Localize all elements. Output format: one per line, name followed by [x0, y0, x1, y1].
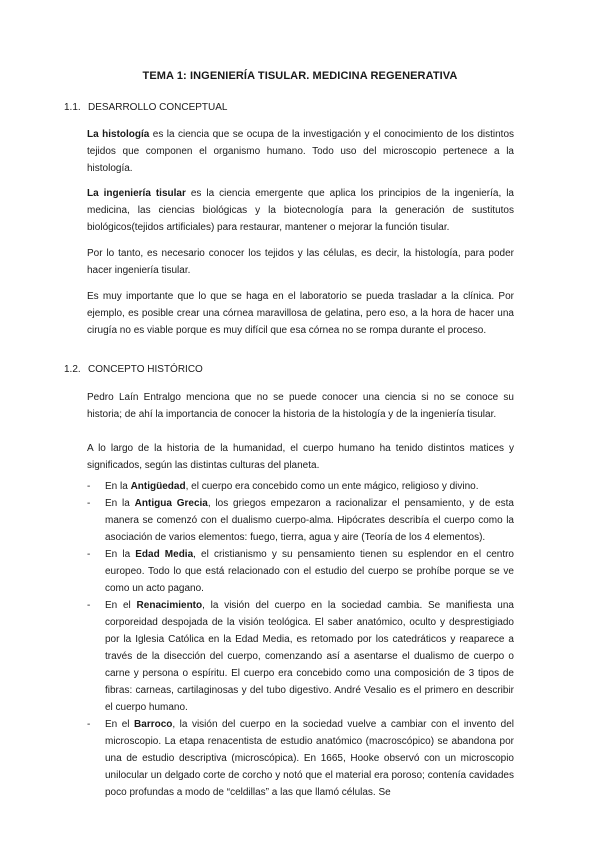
- section-number: 1.1.: [64, 102, 81, 113]
- list-dash: -: [87, 549, 91, 560]
- section-label: CONCEPTO HISTÓRICO: [88, 364, 203, 375]
- paragraph-lain-entralgo: Pedro Laín Entralgo menciona que no se puede conocer una ciencia si no se conoce su historia; de ahí la importancia de conocer la historia de la histología y de la ingeniería tisular.: [87, 392, 514, 420]
- section-heading-1: [64, 102, 227, 113]
- list-item-text: , el cuerpo era concebido como un ente mágico, religioso y divino.: [185, 481, 479, 492]
- list-item-prefix: En la: [105, 549, 136, 560]
- list-item-text: , el cristianismo y su pensamiento tienen su esplendor en el centro europeo. Todo lo que está relacionado con el estudio del cuerpo se prohíbe porque se ve como un acto pagano.: [105, 549, 514, 594]
- list-item-prefix: En el: [105, 719, 135, 730]
- list-item-term: Edad Media: [135, 549, 194, 560]
- paragraph-histologia: [87, 126, 514, 177]
- section-label: DESARROLLO CONCEPTUAL: [88, 102, 228, 113]
- paragraph-historia-humanidad: A lo largo de la historia de la humanidad, el cuerpo humano ha tenido distintos matices y significados, según las distintas culturas del planeta.: [87, 443, 514, 471]
- list-item-text: , la visión del cuerpo en la sociedad vuelve a cambiar con el invento del microscopio. La etapa renacentista de estudio anatómico (macroscópico) se abandona por una de estudio descriptiva (microscópica). En 1665, Hooke observó con un microscopio unilocular un delgado corte de corcho y notó que el material era poroso; contenía cavidades poco profundas a modo de “celdillas” a las que llamó células. Se: [105, 719, 514, 798]
- paragraph-text: es la ciencia que se ocupa de la investigación y el conocimiento de los distintos tejidos que componen el organismo humano. Todo uso del microscopio pertenece a la histología.: [87, 129, 515, 174]
- paragraph-ingenieria-tisular: [87, 185, 514, 236]
- list-dash: -: [87, 719, 91, 730]
- list-item-prefix: En la: [105, 498, 135, 509]
- list-item-term: Antigua Grecia: [134, 498, 208, 509]
- term-histologia: La histología: [87, 129, 150, 140]
- list-item-prefix: En la: [105, 481, 131, 492]
- list-dash: -: [87, 481, 91, 492]
- list-item: [87, 495, 514, 546]
- list-dash: -: [87, 600, 91, 611]
- section-heading-2: [64, 364, 203, 375]
- paragraph-laboratorio: Es muy importante que lo que se haga en el laboratorio se pueda trasladar a la clínica. Por ejemplo, es posible crear una córnea maravillosa de gelatina, pero eso, a la hora de hacer una cirugía no es viable porque es muy difícil que esa córnea no se rompa durante el proceso.: [87, 291, 514, 336]
- page-title: TEMA 1: INGENIERÍA TISULAR. MEDICINA REGENERATIVA: [142, 70, 458, 82]
- paragraph-text: es la ciencia emergente que aplica los principios de la ingeniería, la medicina, las ciencias biológicas y la biotecnología para la generación de sustitutos biológicos(tejidos artificiales) para restaurar, mantener o mejorar la función tisular.: [87, 188, 514, 233]
- history-list: [87, 478, 514, 801]
- list-item-text: , los griegos empezaron a racionalizar el pensamiento, y de esta manera se comenzó con el dualismo cuerpo-alma. Hipócrates describía el cuerpo como la asociación de varios elementos: fuego, tierra, agua y aire (Teoría de los 4 elementos).: [105, 498, 514, 543]
- list-item-term: Antigüedad: [130, 481, 186, 492]
- term-ingenieria-tisular: La ingeniería tisular: [87, 188, 186, 199]
- list-item: [87, 478, 514, 495]
- list-item: [87, 716, 514, 801]
- list-dash: -: [87, 498, 91, 509]
- list-item: [87, 597, 514, 716]
- section-number: 1.2.: [64, 364, 81, 375]
- list-item-prefix: En el: [105, 600, 137, 611]
- list-item: [87, 546, 514, 597]
- paragraph-conocer-tejidos: Por lo tanto, es necesario conocer los tejidos y las células, es decir, la histología, para poder hacer ingeniería tisular.: [87, 248, 514, 276]
- list-item-term: Barroco: [134, 719, 173, 730]
- list-item-text: , la visión del cuerpo en la sociedad cambia. Se manifiesta una corporeidad despojada de la visión teológica. El saber anatómico, oculto y desprestigiado por la Iglesia Católica en la Edad Media, es retomado por los catedráticos y reaparece a través de la disección del cuerpo, comenzando así a asentarse el dualismo de cuerpo o carne y persona o espíritu. El cuerpo era concebido como una composición de 3 tipos de fibras: carneas, cartilaginosas y del tubo digestivo. André Vesalio es el primero en describir el cuerpo humano.: [105, 600, 514, 713]
- list-item-term: Renacimiento: [136, 600, 203, 611]
